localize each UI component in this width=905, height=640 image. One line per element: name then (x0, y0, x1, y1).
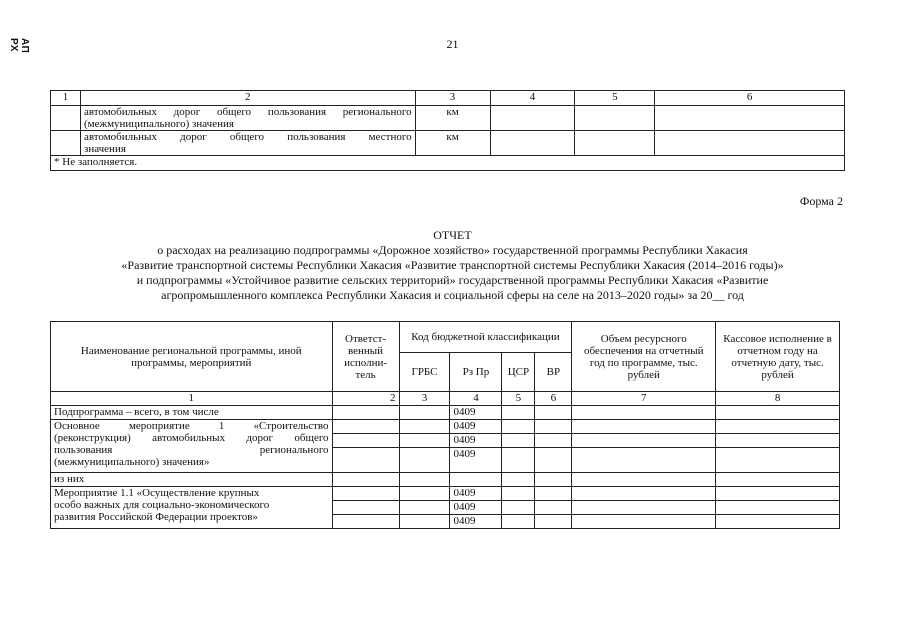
col-num: 5 (502, 392, 535, 406)
table-row (51, 487, 840, 501)
header-responsible: Ответст-венный исполни-тель (332, 322, 399, 392)
unit-cell: км (415, 131, 490, 156)
code-cell: 0409 (450, 420, 502, 434)
code-cell: 0409 (450, 448, 502, 473)
report-title (0, 228, 905, 303)
table-row (51, 406, 840, 420)
header-csr: ЦСР (502, 353, 535, 392)
col-num: 7 (572, 392, 716, 406)
col-num: 5 (575, 91, 655, 106)
header-kbk: Код бюджетной классификации (399, 322, 572, 353)
table-header-row (51, 322, 840, 353)
row-main-measure: Основное мероприятие 1 «Строительство (реконструкция) автомобильных дорог общего пользования регионального (межмуниципального) значения» (51, 420, 333, 473)
continuation-table (50, 90, 845, 171)
row-name: автомобильных дорог общего пользования регионального (межмуниципального) значения (80, 106, 415, 131)
header-name: Наименование региональной программы, иной программы, мероприятий (51, 322, 333, 392)
col-num: 8 (716, 392, 840, 406)
row-subprogram: Подпрограмма – всего, в том числе (51, 406, 333, 420)
report-line: и подпрограммы «Устойчивое развитие сельских территорий» государственной программы Республики Хакасия «Развитие (136, 273, 769, 287)
table-row (51, 106, 845, 131)
form-label: Форма 2 (799, 194, 843, 208)
col-num: 2 (80, 91, 415, 106)
header-cash: Кассовое исполнение в отчетном году на отчетную дату, тыс. рублей (716, 322, 840, 392)
table-row (51, 131, 845, 156)
table-header-row (51, 91, 845, 106)
header-volume: Объем ресурсного обеспечения на отчетный год по программе, тыс. рублей (572, 322, 716, 392)
side-label: АП РХ (8, 38, 30, 54)
code-cell: 0409 (450, 515, 502, 529)
column-number-row (51, 392, 840, 406)
report-line: агропромышленного комплекса Республики Хакасия и социальной сферы на селе на 2013–2020 годы» за 20__ год (161, 288, 744, 302)
header-vr: ВР (535, 353, 572, 392)
header-rzpr: Рз Пр (450, 353, 502, 392)
code-cell: 0409 (450, 501, 502, 515)
footnote: * Не заполняется. (51, 156, 845, 171)
code-cell: 0409 (450, 487, 502, 501)
code-cell: 0409 (450, 434, 502, 448)
col-num: 1 (51, 91, 81, 106)
unit-cell: км (415, 106, 490, 131)
code-cell: 0409 (450, 406, 502, 420)
report-line: о расходах на реализацию подпрограммы «Дорожное хозяйство» государственной программы Республики Хакасия (157, 243, 748, 257)
col-num: 3 (415, 91, 490, 106)
col-num: 3 (399, 392, 450, 406)
col-num: 1 (51, 392, 333, 406)
col-num: 6 (655, 91, 845, 106)
row-of-them: из них (51, 473, 333, 487)
col-num: 4 (450, 392, 502, 406)
row-name: автомобильных дорог общего пользования местного значения (80, 131, 415, 156)
table-row (51, 473, 840, 487)
page-number: 21 (446, 37, 459, 51)
row-measure-1-1: Мероприятие 1.1 «Осуществление крупных особо важных для социально-экономического развития Российской Федерации проектов» (51, 487, 333, 529)
header-grbs: ГРБС (399, 353, 450, 392)
footnote-row (51, 156, 845, 171)
col-num: 6 (535, 392, 572, 406)
report-table (50, 321, 840, 529)
col-num: 2 (332, 392, 399, 406)
col-num: 4 (490, 91, 575, 106)
report-line: «Развитие транспортной системы Республики Хакасия «Развитие транспортной системы Республики Хакасия (2014–2016 годы)» (121, 258, 784, 272)
report-heading: ОТЧЕТ (433, 228, 472, 242)
table-row (51, 420, 840, 434)
